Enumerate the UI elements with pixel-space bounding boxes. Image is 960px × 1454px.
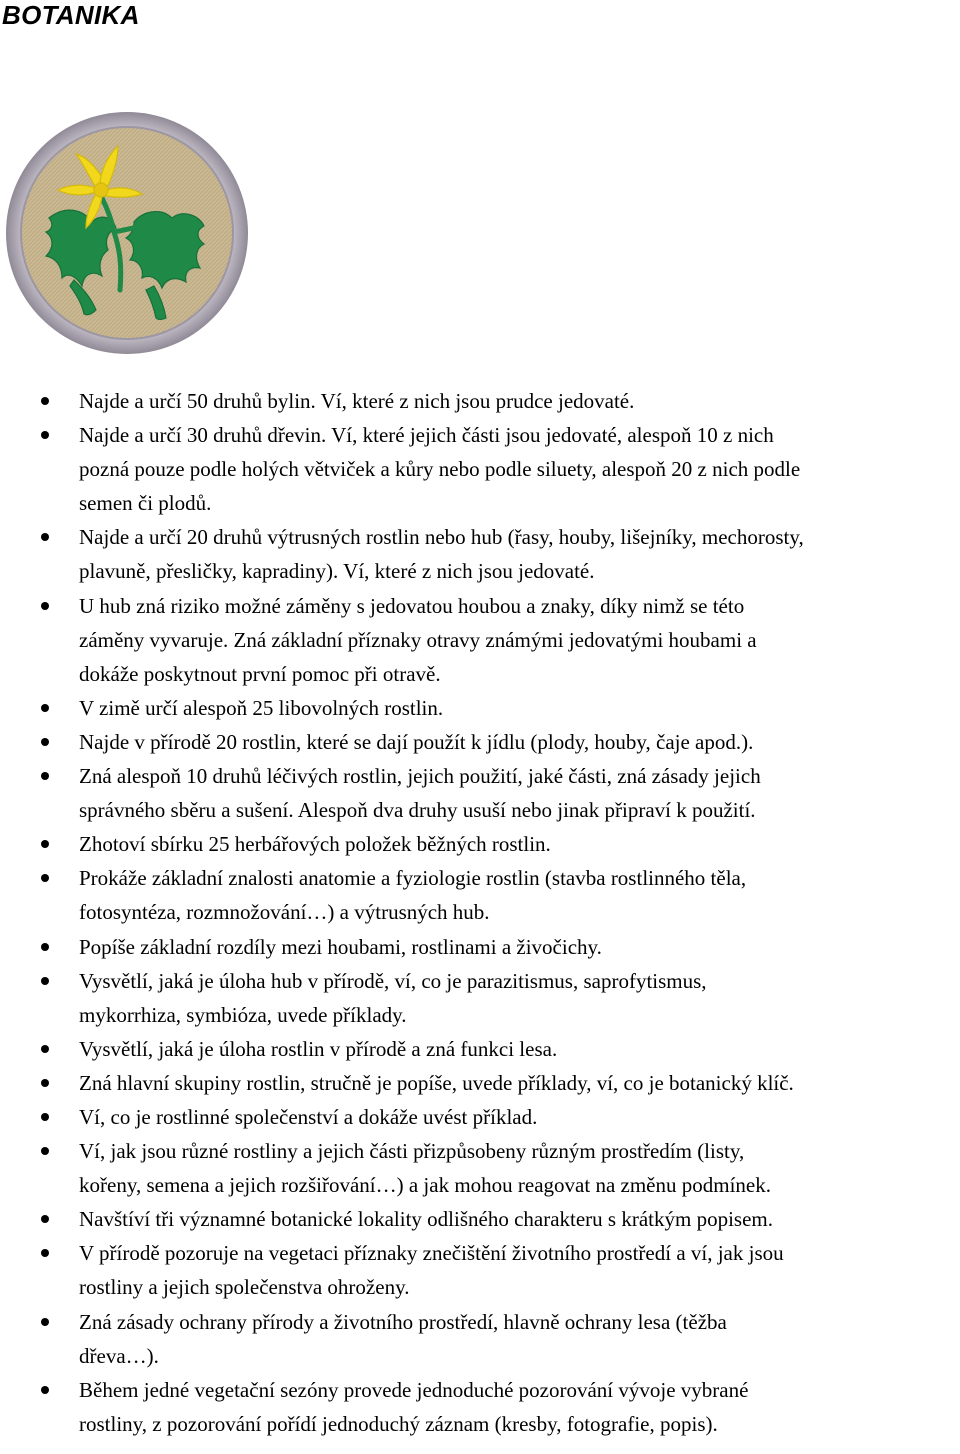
requirement-text-line: Najde a určí 20 druhů výtrusných rostlin nebo hub (řasy, houby, lišejníky, mechorosty,: [79, 525, 804, 550]
bullet-icon: [41, 738, 49, 746]
requirement-item: [0, 691, 960, 725]
bullet-icon: [41, 1215, 49, 1223]
requirement-text-line: Zná alespoň 10 druhů léčivých rostlin, jejich použití, jaké části, zná zásady jejich: [79, 764, 761, 789]
requirement-item: [0, 861, 960, 929]
requirement-item: [0, 964, 960, 1032]
botany-merit-badge-flower-icon: [4, 110, 250, 356]
requirement-item: [0, 759, 960, 827]
requirement-item: [0, 418, 960, 520]
requirement-text-line: kořeny, semena a jejich rozšiřování…) a jak mohou reagovat na změnu podmínek.: [79, 1173, 771, 1198]
requirement-item: [0, 1236, 960, 1304]
requirement-text-line: rostliny a jejich společenstva ohroženy.: [79, 1275, 410, 1300]
bullet-icon: [41, 840, 49, 848]
bullet-icon: [41, 602, 49, 610]
requirement-text-line: Vysvětlí, jaká je úloha hub v přírodě, ví, co je parazitismus, saprofytismus,: [79, 968, 707, 993]
requirement-text-line: správného sběru a sušení. Alespoň dva druhy usuší nebo jinak připraví k použití.: [79, 798, 756, 823]
requirement-text-line: Ví, jak jsou různé rostliny a jejich části přizpůsobeny různým prostředím (listy,: [79, 1139, 745, 1164]
requirement-text-line: Zhotoví sbírku 25 herbářových položek běžných rostlin.: [79, 832, 551, 857]
requirement-text-line: Zná zásady ochrany přírody a životního prostředí, hlavně ochrany lesa (těžba: [79, 1309, 727, 1334]
bullet-icon: [41, 1249, 49, 1257]
requirements-list: [0, 384, 960, 1441]
requirement-text-line: Najde a určí 30 druhů dřevin. Ví, které jejich části jsou jedovaté, alespoň 10 z nich: [79, 423, 774, 448]
bullet-icon: [41, 1386, 49, 1394]
bullet-icon: [41, 977, 49, 985]
bullet-icon: [41, 397, 49, 405]
bullet-icon: [41, 1045, 49, 1053]
bullet-icon: [41, 431, 49, 439]
requirement-item: [0, 1066, 960, 1100]
requirement-item: [0, 1373, 960, 1441]
requirement-item: [0, 930, 960, 964]
requirement-item: [0, 1305, 960, 1373]
requirement-text-line: plavuně, přesličky, kapradiny). Ví, které z nich jsou jedovaté.: [79, 559, 595, 584]
requirement-text-line: Ví, co je rostlinné společenství a dokáže uvést příklad.: [79, 1104, 538, 1129]
bullet-icon: [41, 874, 49, 882]
requirement-text-line: rostliny, z pozorování pořídí jednoduchý záznam (kresby, fotografie, popis).: [79, 1411, 718, 1436]
requirement-text-line: Vysvětlí, jaká je úloha rostlin v přírodě a zná funkci lesa.: [79, 1036, 558, 1061]
bullet-icon: [41, 1079, 49, 1087]
bullet-icon: [41, 772, 49, 780]
requirement-text-line: Popíše základní rozdíly mezi houbami, rostlinami a živočichy.: [79, 934, 602, 959]
requirement-text-line: dřeva…).: [79, 1343, 159, 1368]
requirement-text-line: Prokáže základní znalosti anatomie a fyziologie rostlin (stavba rostlinného těla,: [79, 866, 747, 891]
bullet-icon: [41, 1318, 49, 1326]
requirement-item: [0, 1202, 960, 1236]
requirement-item: [0, 384, 960, 418]
bullet-icon: [41, 1147, 49, 1155]
requirement-item: [0, 827, 960, 861]
requirement-text-line: Během jedné vegetační sezóny provede jednoduché pozorování vývoje vybrané: [79, 1377, 749, 1402]
requirement-text-line: pozná pouze podle holých větviček a kůry nebo podle siluety, alespoň 20 z nich podle: [79, 457, 801, 482]
bullet-icon: [41, 943, 49, 951]
bullet-icon: [41, 533, 49, 541]
requirement-item: [0, 1100, 960, 1134]
requirement-text-line: fotosyntéza, rozmnožování…) a výtrusných hub.: [79, 900, 490, 925]
requirement-item: [0, 1134, 960, 1202]
requirement-text-line: záměny vyvaruje. Zná základní příznaky otravy známými jedovatými houbami a: [79, 627, 757, 652]
bullet-icon: [41, 1113, 49, 1121]
requirement-item: [0, 725, 960, 759]
bullet-icon: [41, 704, 49, 712]
requirement-text-line: Najde v přírodě 20 rostlin, které se dají použít k jídlu (plody, houby, čaje apod.).: [79, 729, 754, 754]
requirement-item: [0, 589, 960, 691]
requirement-text-line: Zná hlavní skupiny rostlin, stručně je popíše, uvede příklady, ví, co je botanický klíč.: [79, 1070, 794, 1095]
requirement-text-line: Najde a určí 50 druhů bylin. Ví, které z nich jsou prudce jedovaté.: [79, 389, 635, 413]
requirement-item: [0, 1032, 960, 1066]
requirement-text-line: V zimě určí alespoň 25 libovolných rostlin.: [79, 695, 444, 720]
requirement-text-line: U hub zná riziko možné záměny s jedovatou houbou a znaky, díky nimž se této: [79, 593, 745, 618]
requirement-text-line: mykorrhiza, symbióza, uvede příklady.: [79, 1002, 407, 1027]
requirement-text-line: V přírodě pozoruje na vegetaci příznaky znečištění životního prostředí a ví, jak jsou: [79, 1241, 784, 1266]
requirement-text-line: Navštíví tři významné botanické lokality odlišného charakteru s krátkým popisem.: [79, 1207, 773, 1232]
requirement-text-line: semen či plodů.: [79, 491, 212, 516]
requirement-item: [0, 520, 960, 588]
requirement-text-line: dokáže poskytnout první pomoc při otravě.: [79, 661, 441, 686]
page-title: BOTANIKA: [2, 0, 140, 30]
